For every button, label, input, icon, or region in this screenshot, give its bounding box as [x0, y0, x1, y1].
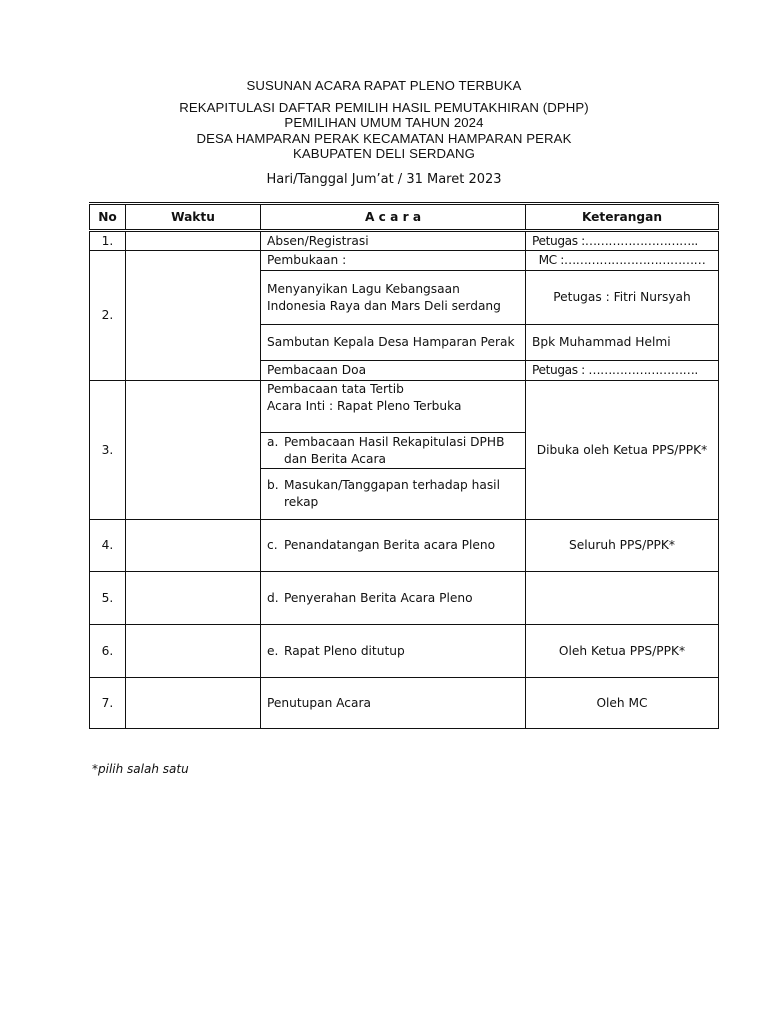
note-cell: Petugas :………………………..	[526, 231, 719, 251]
note-cell	[526, 572, 719, 625]
item-text: Penyerahan Berita Acara Pleno	[284, 590, 473, 605]
item-label: a.	[267, 434, 279, 449]
agenda-cell: Pembukaan :	[261, 251, 526, 271]
agenda-cell	[261, 381, 526, 433]
header-waktu: Waktu	[126, 204, 261, 231]
item-text: Masukan/Tanggapan terhadap hasil rekap	[284, 478, 500, 509]
subtitle-line-1: REKAPITULASI DAFTAR PEMILIH HASIL PEMUTAKHIRAN (DPHP)	[179, 99, 589, 115]
row-number: 1.	[90, 231, 126, 251]
note-cell: Petugas : Fitri Nursyah	[526, 271, 719, 325]
footnote: *pilih salah satu	[92, 762, 189, 776]
document-title: SUSUNAN ACARA RAPAT PLENO TERBUKA	[246, 78, 522, 93]
table-row	[90, 251, 719, 271]
subtitle-line-4: KABUPATEN DELI SERDANG	[293, 146, 475, 161]
item-label: c.	[267, 538, 278, 552]
note-cell: Dibuka oleh Ketua PPS/PPK*	[526, 381, 719, 520]
item-text: Pembacaan Hasil Rekapitulasi DPHB dan Berita Acara	[284, 434, 505, 466]
note-cell: Oleh MC	[526, 678, 719, 729]
agenda-cell	[261, 520, 526, 572]
row-number: 3.	[90, 381, 126, 520]
row-number: 2.	[90, 251, 126, 381]
table-row	[90, 520, 719, 572]
item-label: b.	[267, 478, 279, 492]
event-date: Hari/Tanggal Jum’at / 31 Maret 2023	[266, 172, 502, 187]
header-no: No	[90, 204, 126, 231]
subtitle-line-3: DESA HAMPARAN PERAK KECAMATAN HAMPARAN PERAK	[196, 130, 572, 146]
agenda-cell	[261, 625, 526, 678]
agenda-cell: Pembacaan Doa	[261, 361, 526, 381]
agenda-line: Pembacaan tata Tertib	[267, 382, 404, 396]
row-number: 7.	[90, 678, 126, 729]
time-cell	[126, 625, 261, 678]
agenda-cell	[261, 469, 526, 520]
table-header-row	[90, 204, 719, 231]
item-label: d.	[267, 590, 279, 605]
agenda-cell: Absen/Registrasi	[261, 231, 526, 251]
time-cell	[126, 520, 261, 572]
time-cell	[126, 678, 261, 729]
item-label: e.	[267, 643, 279, 658]
item-text: Rapat Pleno ditutup	[284, 643, 405, 658]
row-number: 6.	[90, 625, 126, 678]
note-cell: MC :………………………………	[526, 251, 719, 271]
table-row	[90, 231, 719, 251]
note-cell: Oleh Ketua PPS/PPK*	[526, 625, 719, 678]
subtitle-line-2: PEMILIHAN UMUM TAHUN 2024	[284, 115, 484, 130]
header-acara: A c a r a	[261, 204, 526, 231]
note-cell: Seluruh PPS/PPK*	[526, 520, 719, 572]
row-number: 4.	[90, 520, 126, 572]
table-row	[90, 678, 719, 729]
table-row	[90, 381, 719, 433]
item-text: Penandatangan Berita acara Pleno	[284, 538, 496, 552]
agenda-cell: Sambutan Kepala Desa Hamparan Perak	[261, 325, 526, 361]
agenda-cell	[261, 572, 526, 625]
agenda-cell	[261, 433, 526, 469]
time-cell	[126, 381, 261, 520]
note-cell: Petugas : ……………………….	[526, 361, 719, 381]
note-cell: Bpk Muhammad Helmi	[526, 325, 719, 361]
header-keterangan: Keterangan	[526, 204, 719, 231]
agenda-table	[89, 202, 719, 729]
agenda-cell: Penutupan Acara	[261, 678, 526, 729]
agenda-cell: Menyanyikan Lagu Kebangsaan Indonesia Raya dan Mars Deli serdang	[261, 271, 526, 325]
row-number: 5.	[90, 572, 126, 625]
table-row	[90, 625, 719, 678]
time-cell	[126, 231, 261, 251]
table-row	[90, 572, 719, 625]
time-cell	[126, 572, 261, 625]
agenda-line: Acara Inti : Rapat Pleno Terbuka	[267, 399, 462, 413]
document-header	[0, 78, 768, 162]
time-cell	[126, 251, 261, 381]
